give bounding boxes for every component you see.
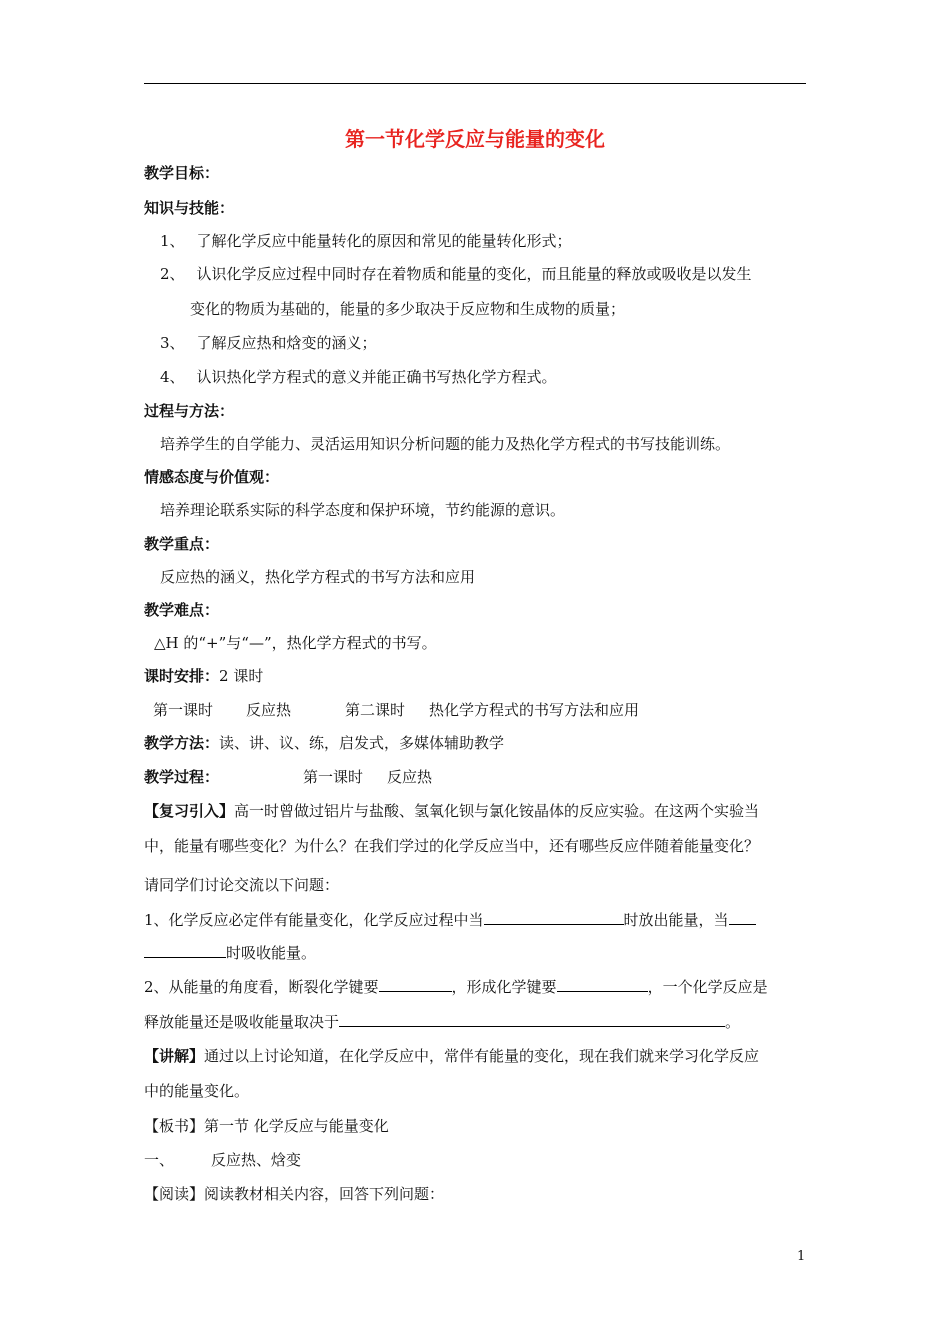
question-2-continued <box>144 1011 740 1032</box>
answer-blank[interactable] <box>144 942 226 958</box>
lesson2-topic: 热化学方程式的书写方法和应用 <box>429 701 640 719</box>
review-tag: 【复习引入】 <box>144 802 235 820</box>
lesson1-topic: 反应热 <box>246 701 292 719</box>
process-text: 培养学生的自学能力、灵活运用知识分析问题的能力及热化学方程式的书写技能训练。 <box>160 435 731 453</box>
review-line-1 <box>144 801 759 821</box>
question-text: 1、化学反应必定伴有能量变化，化学反应过程中当 <box>144 911 484 929</box>
review-text: 高一时曾做过铝片与盐酸、氢氧化钡与氯化铵晶体的反应实验。在这两个实验当 <box>234 802 760 820</box>
item-text: 了解反应热和焓变的涵义； <box>196 334 377 352</box>
page-title: 第一节化学反应与能量的变化 <box>345 127 605 151</box>
key-heading: 教学重点： <box>144 535 220 553</box>
answer-blank[interactable] <box>379 976 452 992</box>
process2-lesson: 第一课时 <box>303 768 364 786</box>
difficult-text: △H 的“+”与“—”，热化学方程式的书写。 <box>154 634 437 652</box>
read-text: 阅读教材相关内容，回答下列问题： <box>204 1185 445 1203</box>
item-text: 了解化学反应中能量转化的原因和常见的能量转化形式； <box>196 232 572 250</box>
item-number: 2、 <box>160 265 185 283</box>
process2-topic: 反应热 <box>387 768 433 786</box>
knowledge-heading: 知识与技能： <box>144 199 235 217</box>
explain-tag: 【讲解】 <box>144 1047 205 1065</box>
knowledge-item-3 <box>160 333 377 353</box>
explain-line-2: 中的能量变化。 <box>144 1082 250 1100</box>
method-label: 教学方法： <box>144 734 220 752</box>
page-number: 1 <box>797 1249 806 1264</box>
question-text: 时吸收能量。 <box>226 944 317 962</box>
review-line-3: 请同学们讨论交流以下问题： <box>144 876 340 894</box>
process-heading: 过程与方法： <box>144 402 235 420</box>
answer-blank[interactable] <box>339 1011 725 1027</box>
lesson1-label: 第一课时 <box>153 701 214 719</box>
schedule-line <box>144 666 263 686</box>
question-1 <box>144 909 756 930</box>
item-number: 1、 <box>160 232 185 250</box>
item-number: 4、 <box>160 368 185 386</box>
knowledge-item-2 <box>160 264 752 284</box>
process2-label: 教学过程： <box>144 768 220 786</box>
emotion-heading: 情感态度与价值观： <box>144 468 280 486</box>
question-text: 释放能量还是吸收能量取决于 <box>144 1013 340 1031</box>
question-1-continued <box>144 942 316 963</box>
read-line <box>144 1184 444 1204</box>
section-number: 一、 <box>144 1151 175 1169</box>
header-rule <box>144 83 806 84</box>
method-value: 读、讲、议、练，启发式，多媒体辅助教学 <box>219 734 505 752</box>
explain-line-1 <box>144 1046 759 1066</box>
emotion-text: 培养理论联系实际的科学态度和保护环境，节约能源的意识。 <box>160 501 566 519</box>
question-text: 2、从能量的角度看，断裂化学键要 <box>144 978 379 996</box>
item-text: 认识热化学方程式的意义并能正确书写热化学方程式。 <box>196 368 557 386</box>
lesson2-label: 第二课时 <box>345 701 406 719</box>
answer-blank[interactable] <box>557 976 648 992</box>
section-text: 反应热、焓变 <box>211 1151 302 1169</box>
schedule-value: 2 课时 <box>219 667 264 685</box>
knowledge-item-1 <box>160 231 572 251</box>
difficult-heading: 教学难点： <box>144 601 220 619</box>
item-text: 认识化学反应过程中同时存在着物质和能量的变化，而且能量的释放或吸收是以发生 <box>196 265 752 283</box>
answer-blank[interactable] <box>729 909 756 925</box>
goals-heading: 教学目标： <box>144 164 220 182</box>
question-2 <box>144 976 768 997</box>
explain-text: 通过以上讨论知道，在化学反应中，常伴有能量的变化，现在我们就来学习化学反应 <box>204 1047 760 1065</box>
schedule-label: 课时安排： <box>144 667 220 685</box>
review-line-2: 中，能量有哪些变化？为什么？在我们学过的化学反应当中，还有哪些反应伴随着能量变化？ <box>144 837 760 855</box>
read-tag: 【阅读】 <box>144 1185 205 1203</box>
question-text: 时放出能量，当 <box>623 911 729 929</box>
board-tag: 【板书】 <box>144 1117 205 1135</box>
item-number: 3、 <box>160 334 185 352</box>
question-text: ，形成化学键要 <box>451 978 557 996</box>
knowledge-item-2-continued: 变化的物质为基础的，能量的多少取决于反应物和生成物的质量； <box>190 300 626 318</box>
board-text: 第一节 化学反应与能量变化 <box>204 1117 389 1135</box>
method-line <box>144 733 504 753</box>
board-line <box>144 1116 389 1136</box>
knowledge-item-4 <box>160 367 557 387</box>
answer-blank[interactable] <box>484 909 624 925</box>
key-text: 反应热的涵义，热化学方程式的书写方法和应用 <box>160 568 476 586</box>
question-text: ，一个化学反应是 <box>647 978 768 996</box>
question-text: 。 <box>725 1013 741 1031</box>
